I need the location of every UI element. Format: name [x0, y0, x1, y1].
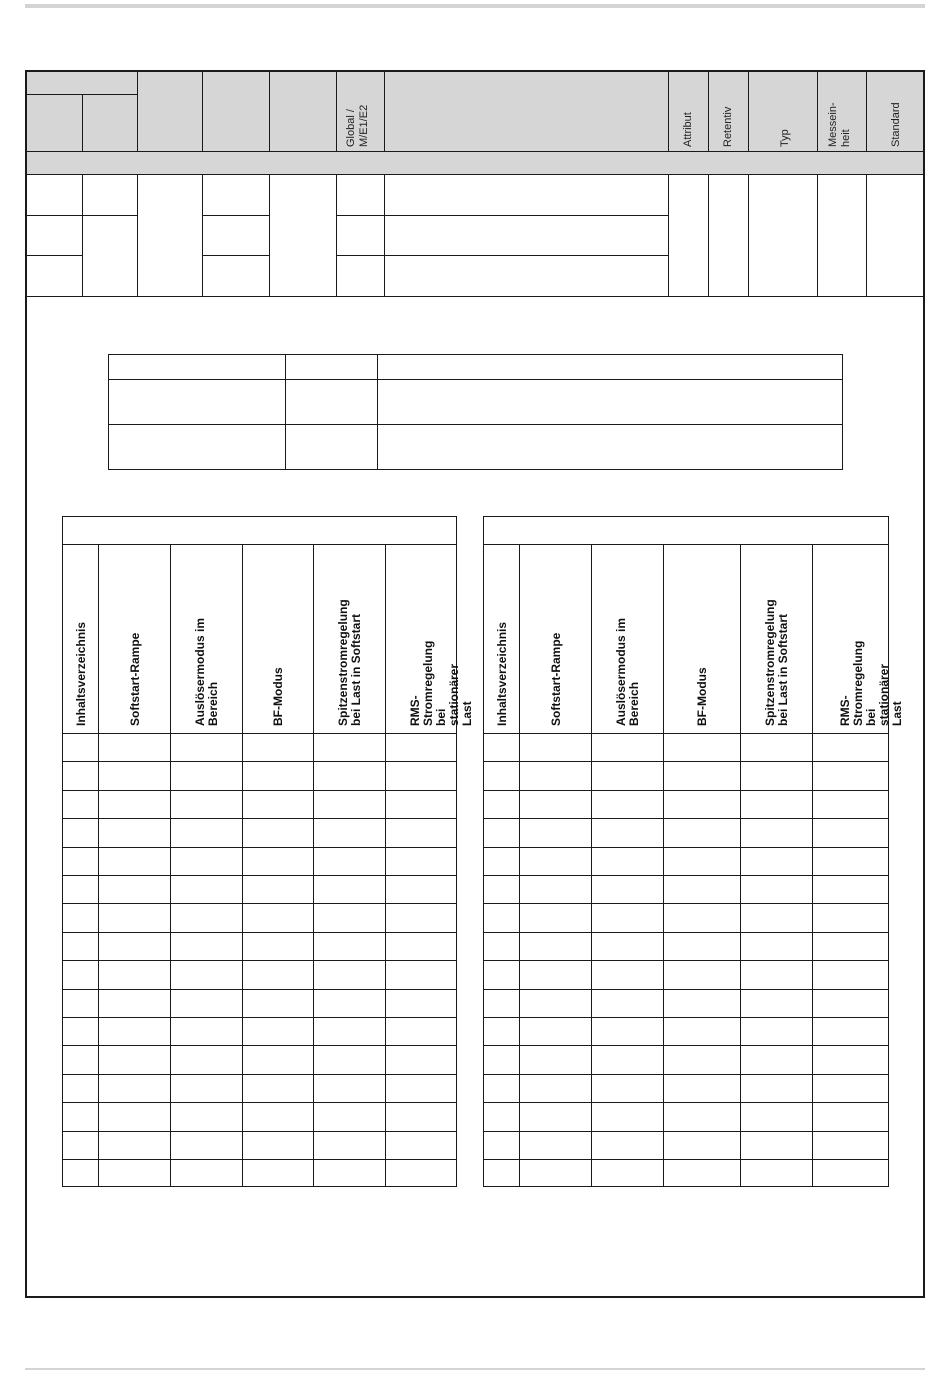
table-row: [484, 1159, 888, 1160]
col-line: [748, 174, 749, 296]
header-divider: [27, 151, 923, 152]
table-cell: [378, 380, 843, 425]
table-row: [484, 903, 888, 904]
column-header: Auslösermodus im Bereich: [614, 617, 641, 726]
header-attribut: Attribut: [682, 112, 694, 147]
header-messeinheit: Messein- heit: [827, 102, 852, 147]
header-global: Global / M/E1/E2: [345, 104, 370, 147]
table-row: [63, 847, 456, 848]
table-row: [484, 733, 888, 734]
table-row: [63, 989, 456, 990]
col-line: [269, 174, 270, 296]
table-row: [484, 1045, 888, 1046]
table-cell: [286, 355, 378, 380]
table-row: [63, 1131, 456, 1132]
table-row: [63, 818, 456, 819]
table-cell: [286, 425, 378, 470]
table-row: [484, 790, 888, 791]
row-divider: [202, 255, 269, 256]
header-typ: Typ: [779, 129, 791, 147]
table-cell: [378, 425, 843, 470]
function-table: [483, 516, 904, 1187]
header-divider: [27, 174, 923, 175]
column-header: Spitzenstromregelung bei Last in Softstart: [763, 599, 790, 726]
col-line: [708, 72, 709, 151]
col-line: [663, 544, 664, 1187]
table-row: [63, 1017, 456, 1018]
column-header: BF-Modus: [271, 667, 285, 726]
col-line: [336, 72, 337, 151]
header-standard: Standard: [890, 102, 902, 147]
col-line: [591, 544, 592, 1187]
col-line: [242, 544, 243, 1187]
function-table-title: [63, 517, 456, 545]
col-line: [812, 544, 813, 1187]
col-line: [708, 174, 709, 296]
col-line: [202, 174, 203, 296]
table-row: [484, 1131, 888, 1132]
table-row: [63, 875, 456, 876]
table-row: [63, 733, 456, 734]
bottom-rule: [25, 1368, 925, 1370]
table-header-row: [109, 355, 843, 380]
col-line: [336, 174, 337, 296]
table-row: [63, 790, 456, 791]
table-row: [484, 960, 888, 961]
column-header: RMS-Stromregelung bei stationärer Last: [408, 640, 474, 726]
col-line: [269, 72, 270, 151]
table-row: [484, 1017, 888, 1018]
col-line: [82, 174, 83, 296]
table-row: [484, 761, 888, 762]
col-line: [385, 544, 386, 1187]
table-row: [484, 989, 888, 990]
table-cell: [378, 355, 843, 380]
col-line: [866, 174, 867, 296]
table-row: [109, 425, 843, 470]
table-row: [484, 818, 888, 819]
table-row: [484, 1074, 888, 1075]
column-header: BF-Modus: [695, 667, 709, 726]
column-header: Spitzenstromregelung bei Last in Softstart: [336, 599, 363, 726]
table-row: [484, 847, 888, 848]
table-cell: [109, 355, 286, 380]
table-cell: [109, 425, 286, 470]
column-header: RMS-Stromregelung bei stationärer Last: [837, 640, 904, 726]
col-line: [866, 72, 867, 151]
col-line: [817, 72, 818, 151]
value-table: [108, 354, 843, 470]
column-header: Softstart-Rampe: [127, 632, 142, 726]
col-line: [170, 544, 171, 1187]
table-row: [484, 1102, 888, 1103]
col-line: [668, 72, 669, 151]
header-retentiv: Retentiv: [722, 106, 734, 147]
col-line: [384, 72, 385, 151]
col-line: [668, 174, 669, 296]
table-row: [63, 1045, 456, 1046]
table-row: [63, 932, 456, 933]
table-row: [63, 1102, 456, 1103]
table-row: [63, 960, 456, 961]
col-line: [98, 544, 99, 1187]
table-cell: [286, 380, 378, 425]
function-table: [62, 516, 474, 1187]
table-row: [63, 761, 456, 762]
table-row: [63, 1159, 456, 1160]
col-line: [137, 72, 138, 151]
col-line: [740, 544, 741, 1187]
col-line: [384, 174, 385, 296]
col-line: [82, 94, 83, 151]
top-rule: [25, 4, 925, 8]
table-row: [484, 875, 888, 876]
row-divider: [336, 255, 668, 256]
table-row: [63, 903, 456, 904]
col-line: [313, 544, 314, 1187]
row-divider: [27, 296, 923, 297]
column-header: Inhaltsverzeichnis: [73, 621, 88, 726]
table-row: [484, 932, 888, 933]
row-divider: [202, 215, 269, 216]
col-line: [202, 72, 203, 151]
col-line: [748, 72, 749, 151]
function-table-title: [484, 517, 888, 545]
row-divider: [27, 255, 82, 256]
row-divider: [336, 215, 668, 216]
column-header: Softstart-Rampe: [548, 632, 563, 726]
column-header: Auslösermodus im Bereich: [193, 617, 220, 726]
table-row: [63, 1074, 456, 1075]
col-line: [519, 544, 520, 1187]
table-row: [109, 380, 843, 425]
col-line: [817, 174, 818, 296]
col-line: [137, 174, 138, 296]
table-cell: [109, 380, 286, 425]
column-header: Inhaltsverzeichnis: [494, 621, 509, 726]
parameter-table-header: [27, 72, 923, 174]
